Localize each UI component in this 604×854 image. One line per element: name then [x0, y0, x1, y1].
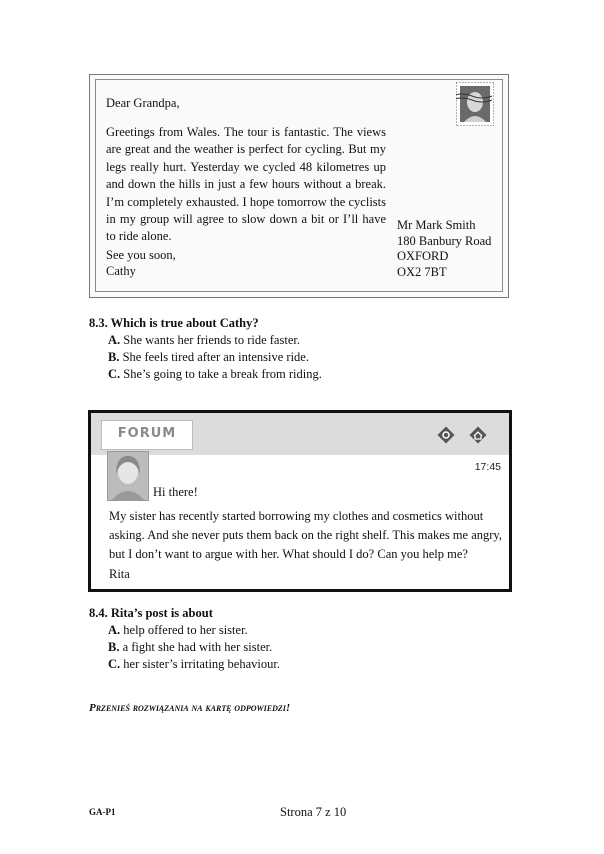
forum-header [91, 413, 509, 455]
forum-signature: Rita [109, 567, 130, 581]
forum-logo: FORUM [101, 420, 193, 450]
postcard-body: Greetings from Wales. The tour is fantastic. The views are great and the weather is perfect for cycling. But my legs really hurt. Yesterday we cycled 48 kilometres up and down the hills in just a few hours without a break. I’m completely exhausted. I hope tomorrow the cyclists in my group will agree to slow down a bit or I’ll have to ride alone. [106, 125, 386, 244]
forum-post [88, 410, 512, 592]
option-a: A. help offered to her sister. [108, 623, 248, 637]
signoff-line: See you soon, [106, 248, 176, 262]
question-8-3-title: 8.3. Which is true about Cathy? [89, 316, 259, 330]
transfer-answers-note: Przenieś rozwiązania na kartę odpowiedzi! [89, 702, 291, 714]
signature: Cathy [106, 263, 136, 278]
option-a: A. She wants her friends to ride faster. [108, 333, 300, 347]
option-b: B. She feels tired after an intensive ride. [108, 350, 309, 364]
avatar [107, 451, 149, 501]
search-icon[interactable] [437, 426, 455, 444]
option-b: B. a fight she had with her sister. [108, 640, 273, 654]
option-c: C. She’s going to take a break from riding. [108, 367, 322, 381]
postcard-signoff [106, 248, 176, 279]
address-line: Mr Mark Smith [397, 218, 476, 232]
page-number: Strona 7 z 10 [280, 805, 347, 819]
forum-greeting: Hi there! [153, 485, 198, 499]
option-c: C. her sister’s irritating behaviour. [108, 657, 280, 671]
stamp-icon [456, 82, 494, 126]
post-time: 17:45 [474, 461, 501, 473]
home-icon[interactable] [469, 426, 487, 444]
postcard-greeting: Dear Grandpa, [106, 96, 180, 110]
address-line: 180 Banbury Road [397, 233, 492, 248]
postcard-address [397, 218, 491, 280]
question-8-4-title: 8.4. Rita’s post is about [89, 606, 213, 620]
forum-message: My sister has recently started borrowing my clothes and cosmetics without asking. And she never puts them back on the right shelf. This makes me angry, but I don’t want to argue with her. What should I do? Can you help me? [109, 509, 502, 561]
address-line: OXFORD [397, 249, 449, 263]
address-line: OX2 7BT [397, 264, 447, 279]
exam-code: GA-P1 [89, 807, 116, 817]
